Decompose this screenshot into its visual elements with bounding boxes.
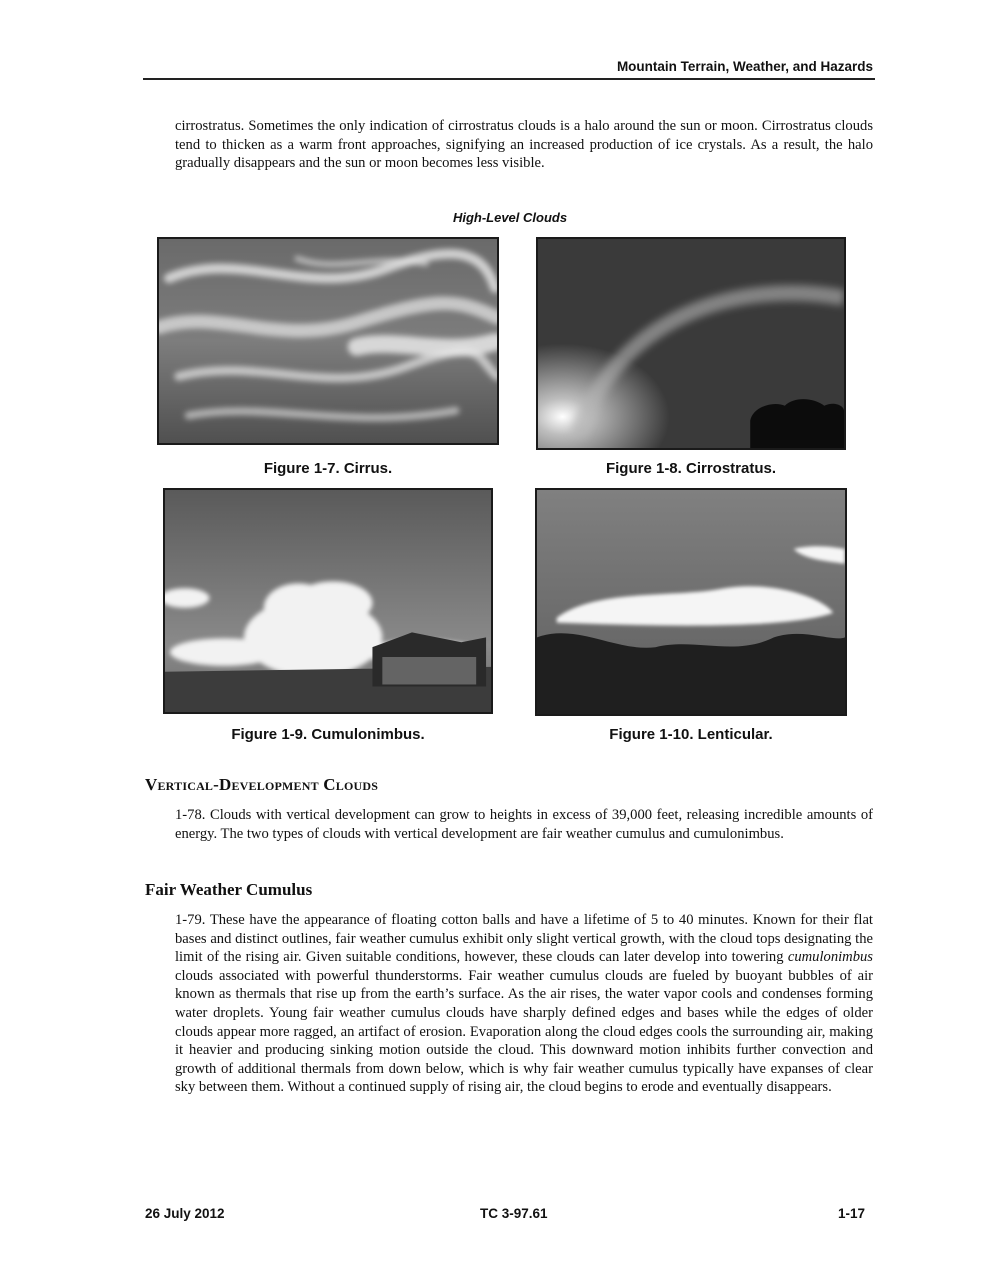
subsection-paragraph [175,911,873,1097]
figure-group-title: High-Level Clouds [452,210,568,225]
paragraph-text-part2: clouds associated with powerful thunderstorms. Fair weather cumulus clouds are fueled by buoyant bubbles of air known as thermals that rise up from the earth’s surface. As the air rises, the water vapor cools and condenses forming water droplets. Young fair weather cumulus clouds have sharply defined edges and bases while the edges of older clouds appear more ragged, an artifact of erosion. Evaporation along the cloud edges cools the surrounding air, making it heavier and producing sinking motion outside the cloud. This downward motion inhibits further convection and growth of additional thermals from down below, which is why fair weather cumulus typically have expanses of clear sky between them. Without a continued supply of rising air, the cloud begins to erode and eventually disappears. [175,967,873,1096]
footer-page-number: 1-17 [838,1206,866,1221]
header-title: Mountain Terrain, Weather, and Hazards [616,59,873,74]
footer-date: 26 July 2012 [145,1206,225,1221]
section-heading: Vertical-Development Clouds [145,775,379,794]
footer-doc-id: TC 3-97.61 [480,1206,548,1221]
running-header [143,58,875,80]
figure-caption-cumulonimbus: Figure 1-9. Cumulonimbus. [231,726,425,743]
figure-caption-cirrostratus: Figure 1-8. Cirrostratus. [605,460,777,477]
paragraph-text-part1: 1-79. These have the appearance of floating cotton balls and have a lifetime of 5 to 40 minutes. Known for their flat bases and distinct outlines, fair weather cumulus exhibit only slight vertical growth, with the cloud tops designating the limit of the rising air. Given suitable conditions, however, these clouds can later develop into towering [175,912,873,966]
cirrus-clouds-photo [157,237,499,445]
figure-caption-lenticular: Figure 1-10. Lenticular. [609,726,773,743]
cirrostratus-halo-photo [536,237,846,450]
lenticular-cloud-photo [535,488,847,716]
intro-paragraph: cirrostratus. Sometimes the only indication of cirrostratus clouds is a halo around the sun or moon. Cirrostratus clouds tend to thicken as a warm front approaches, signifying an increased production of ice crystals. As a result, the halo gradually disappears and the sun or moon becomes less visible. [175,118,873,172]
cumulonimbus-cloud-photo [163,488,493,714]
subsection-heading: Fair Weather Cumulus [145,880,313,899]
section-paragraph: 1-78. Clouds with vertical development can grow to heights in excess of 39,000 feet, releasing incredible amounts of energy. The two types of clouds with vertical development are fair weather cumulus and cumulonimbus. [175,807,873,842]
figure-caption-cirrus: Figure 1-7. Cirrus. [263,460,393,477]
paragraph-italic-term: cumulonimbus [787,949,873,966]
